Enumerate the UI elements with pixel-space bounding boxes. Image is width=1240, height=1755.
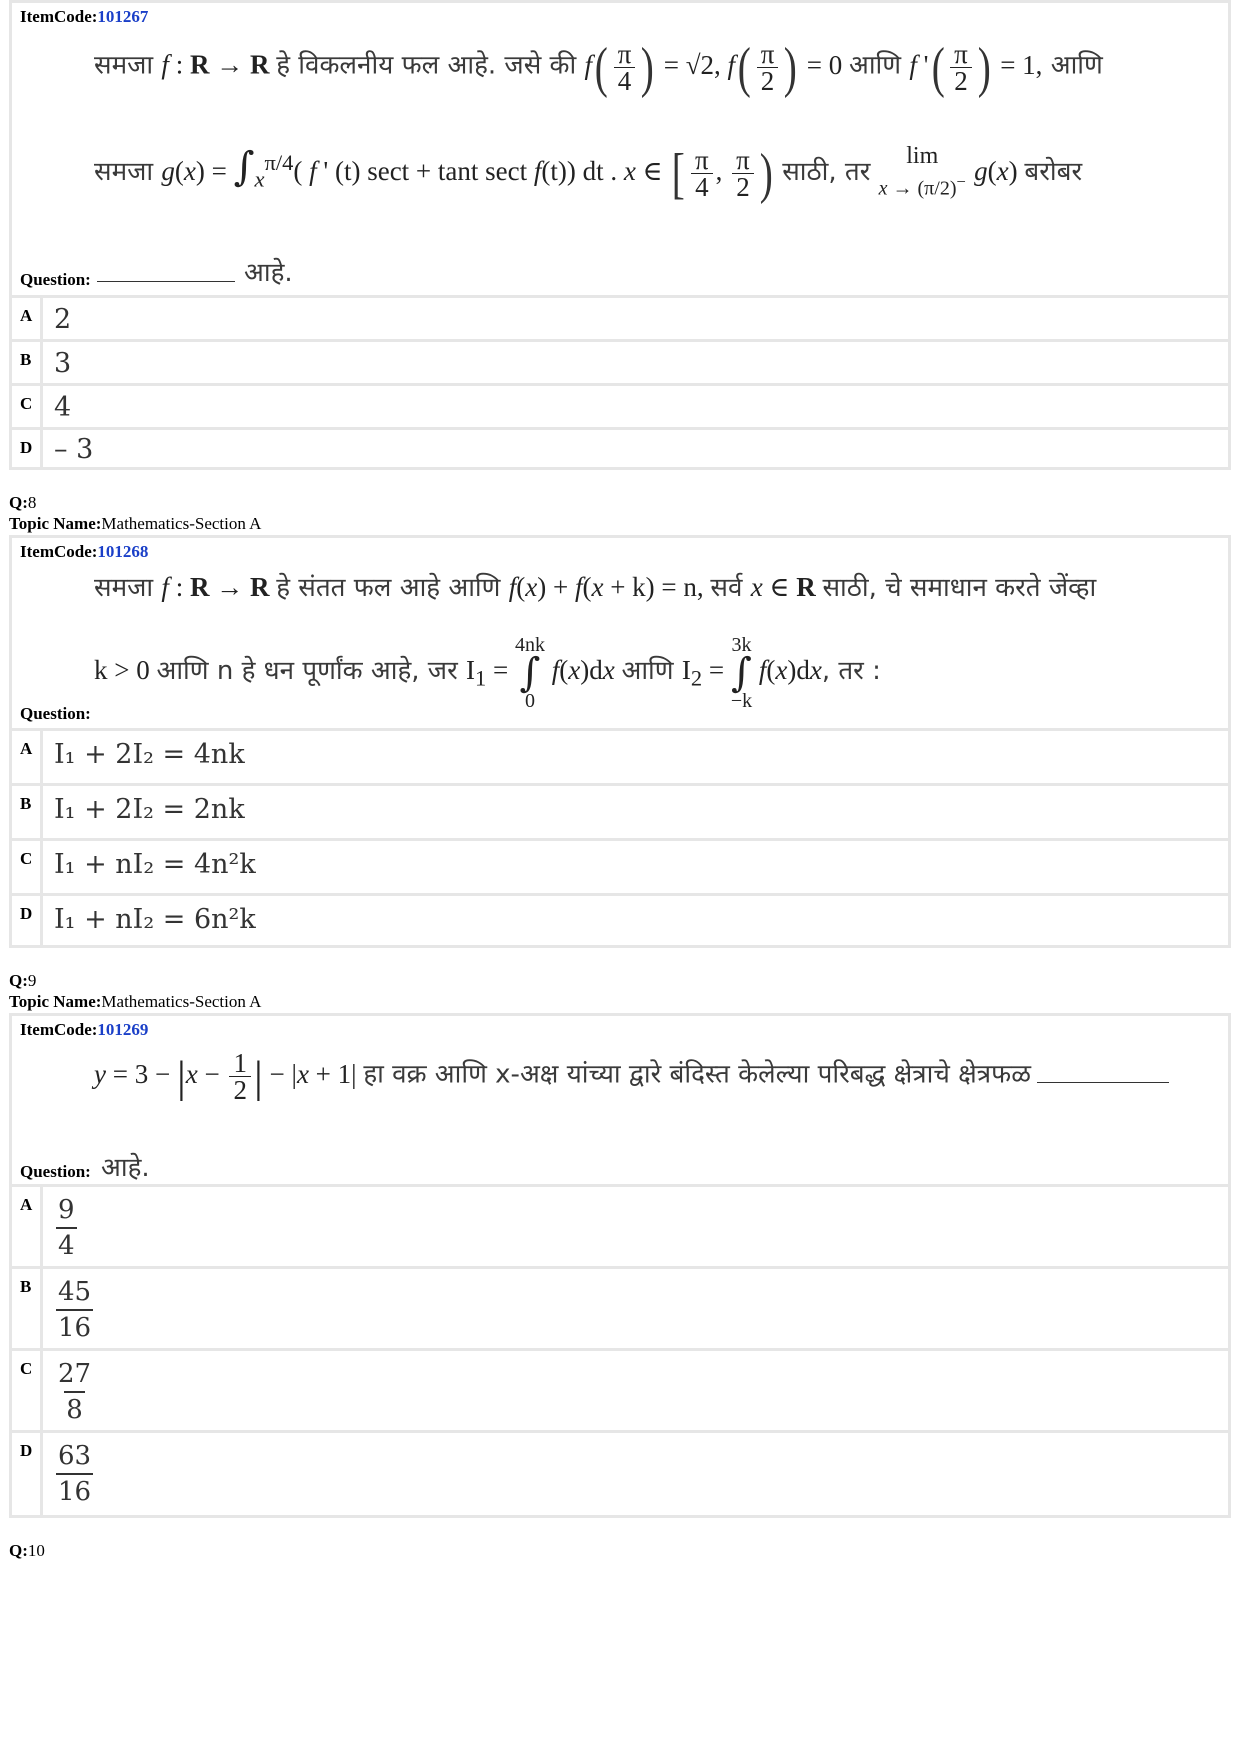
question-stem-line-2: आहे. [101,1153,150,1183]
option-b[interactable]: B I₁ + 2I₂ = 2nk [12,783,1228,838]
option-a[interactable]: A I₁ + 2I₂ = 4nk [12,728,1228,783]
question-label: Question: [20,1162,91,1181]
option-a[interactable]: A 2 [12,295,1228,339]
question-9-topic: Topic Name:Mathematics-Section A [9,992,262,1011]
question-stem-line-3: आहे. [244,258,293,288]
question-stem-line-2: k > 0 आणि n हे धन पूर्णांक आहे, जर $I_1$ = 4nk ∫ 0 f(x)dx आणि $I_2$ = 3k ∫ −k f(x)dx, तर : [94,634,881,712]
question-stem-line-1: y = 3 − |x − $\frac{1}{2}$ | − |x + 1| हा वक्र आणि x-अक्ष यांच्या द्वारे बंदिस्त केलेल्या परिबद्ध क्षेत्राचे क्षेत्रफळ [94,1050,1169,1103]
g-definition: $g(x) = \int_x^{\pi/4}$( f ' (t) sect + tant sect f(t)) dt . x ∈ [ $\frac{\pi}{4}$ , $\frac{\pi}{2}$ ) [161,142,773,205]
question-8-panel [9,535,1231,948]
integral-i1: $I_1$ = 4nk ∫ 0 f(x)dx [465,634,615,712]
option-d[interactable]: D – 3 [12,427,1228,467]
option-d[interactable]: D I₁ + nI₂ = 6n²k [12,893,1228,945]
limit-expression: lim x → (π/2)− [878,143,966,200]
question-stem-line-1: समजा f : R → R हे संतत फल आहे आणि f(x) + f(x + k) = n, सर्व x ∈ R साठी, चे समाधान करते जेंव्हा [94,572,1097,603]
option-d[interactable]: D $\frac{63}{16}$ [12,1430,1228,1515]
item-code: ItemCode:101267 [20,7,149,26]
item-code-value: 101267 [97,7,149,26]
question-stem-line-1: समजा f : R → R हे विकलनीय फल आहे. जसे की f( $\frac{\pi}{4}$ ) = √2, f( $\frac{\pi}{2}$ ) = 0 आणि f '( $\frac{\pi}{2}$ ) = 1, आणि [94,36,1103,99]
answer-blank [1037,1082,1169,1083]
question-8-topic: Topic Name:Mathematics-Section A [9,514,262,533]
question-10-number: Q:10 [9,1541,45,1560]
question-7-panel [9,0,1231,470]
option-b[interactable]: B 3 [12,339,1228,383]
question-9-number: Q:9 [9,971,37,990]
question-label: Question: [20,704,91,723]
question-label: Question: [20,270,235,290]
given-values: f( $\frac{\pi}{4}$ ) = √2, f( $\frac{\pi}{2}$ ) = 0 [584,36,849,99]
item-code-value: 101268 [97,542,149,561]
option-c[interactable]: C 4 [12,383,1228,427]
option-a[interactable]: A $\frac{9}{4}$ [12,1184,1228,1266]
question-stem-line-2: समजा $g(x) = \int_x^{\pi/4}$( f ' (t) sect + tant sect f(t)) dt . x ∈ [ $\frac{\pi}{4}$ , $\frac{\pi}{2}$ ) साठी, तर lim x → (π/2)− g(x) बरोबर [94,142,1083,205]
item-code: ItemCode:101269 [20,1020,149,1039]
answer-blank [97,281,235,282]
integral-i2: $I_2$ = 3k ∫ −k f(x)dx [681,634,822,712]
curve-equation: y = 3 − |x − $\frac{1}{2}$ | − |x + 1| [94,1048,364,1105]
option-c[interactable]: C $\frac{27}{8}$ [12,1348,1228,1430]
question-9-panel [9,1013,1231,1518]
item-code: ItemCode:101268 [20,542,149,561]
function-mapping: f : R → R [161,49,270,80]
option-c[interactable]: C I₁ + nI₂ = 4n²k [12,838,1228,893]
question-8-number: Q:8 [9,493,37,512]
option-b[interactable]: B $\frac{45}{16}$ [12,1266,1228,1348]
item-code-value: 101269 [97,1020,149,1039]
